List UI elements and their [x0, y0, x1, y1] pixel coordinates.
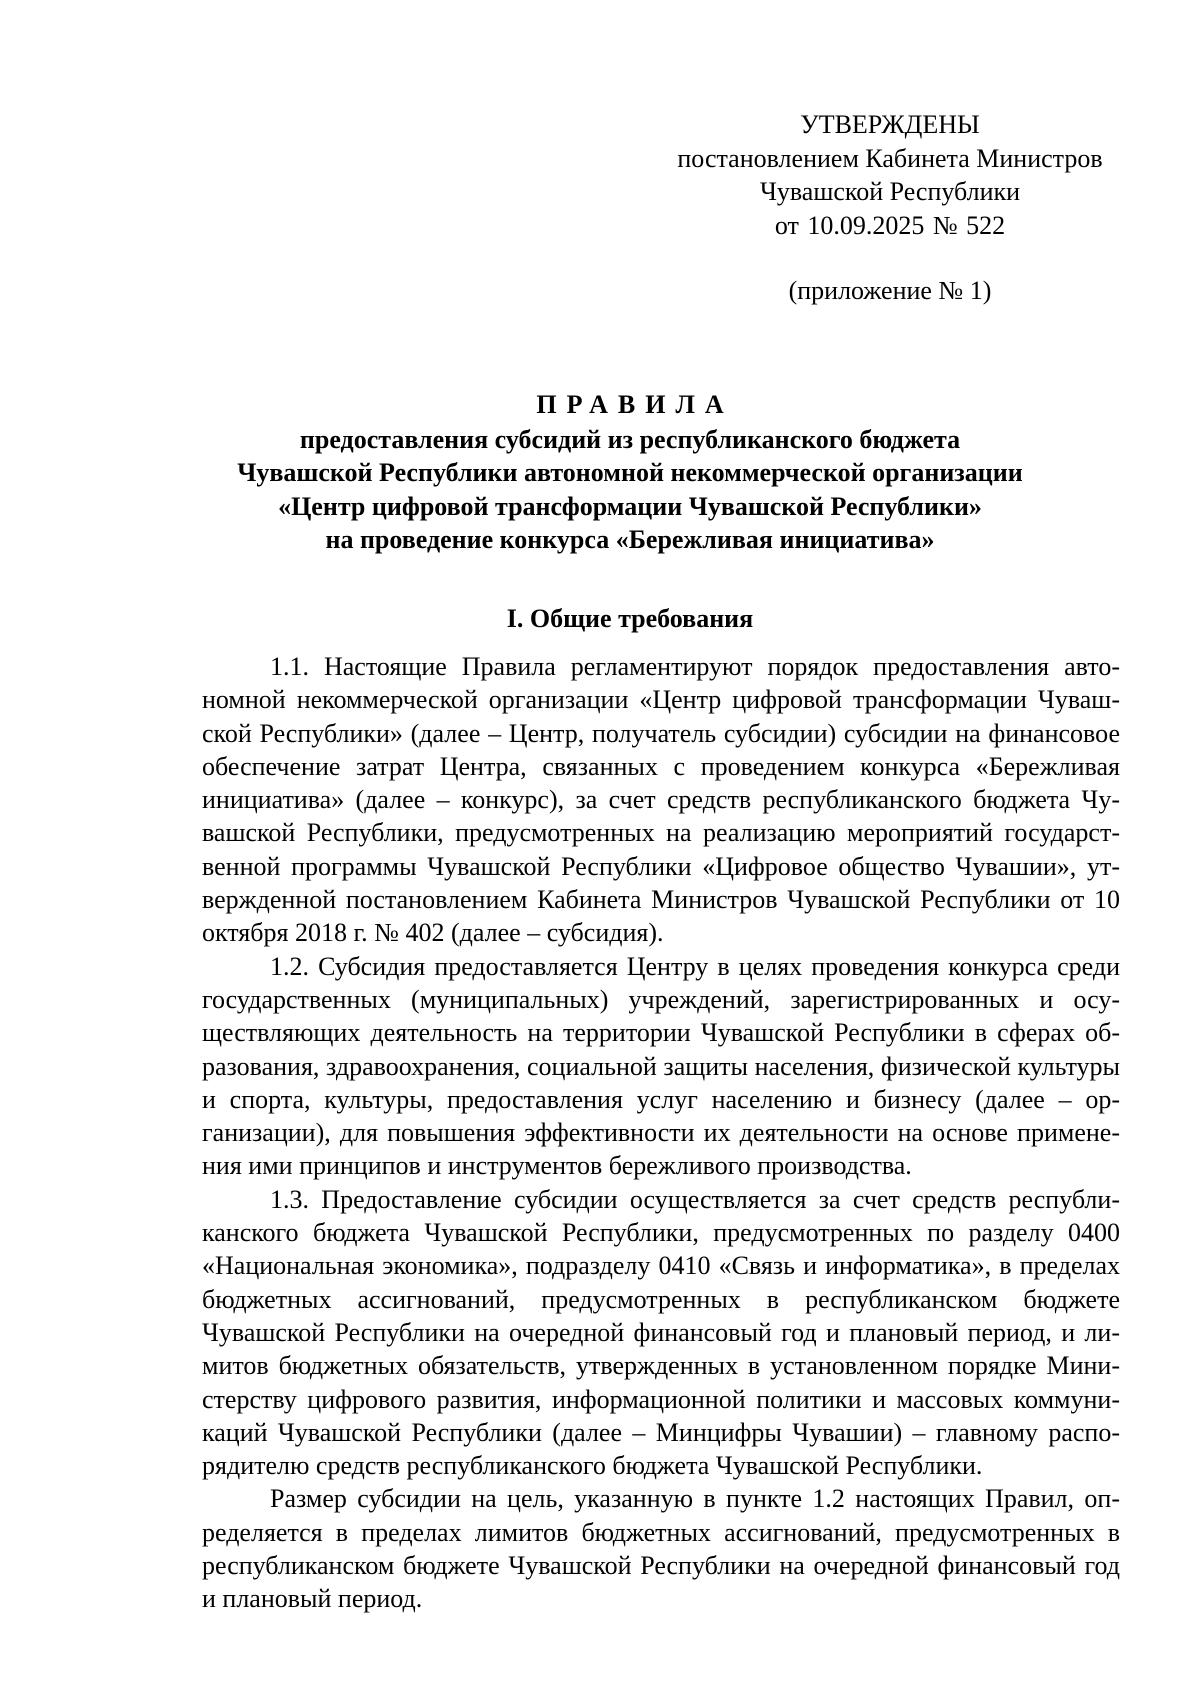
approval-heading: УТВЕРЖДЕНЫ: [800, 110, 980, 139]
title-line-2: Чувашской Республики автономной некоммерческой организации: [237, 458, 1023, 487]
document-title: [200, 388, 1060, 557]
paragraph-1-2: 1.2. Субсидия предоставляется Центру в целях проведения конкурса среди государственных (муниципальных) учреждений, зарегистрированных и осуществляющих деятельность на территории Чувашской Республики в сферах образования, здравоохранения, социальной защиты населения, физической культуры и спорта, культуры, предоставления услуг населению и бизнесу (далее – организации), для повышения эффективности их деятельности на основе применения ими принципов и инструментов бережливого производства.: [202, 951, 1120, 1181]
approval-republic: Чувашской Республики: [759, 177, 1021, 206]
document-body: [202, 650, 1120, 1616]
title-line-3: «Центр цифровой трансформации Чувашской Республики»: [278, 491, 982, 521]
paragraph-1-1: 1.1. Настоящие Правила регламентируют порядок предоставления автономной некоммерческой организации «Центр цифровой трансформации Чувашской Республики» (далее – Центр, получатель субсидии) субсидии на финансовое обеспечение затрат Центра, связанных с проведением конкурса «Бережливая инициатива» (далее – конкурс), за счет средств республиканского бюджета Чувашской Республики, предусмотренных на реализацию мероприятий государственной программы Чувашской Республики «Цифровое общество Чувашии», утвержденной постановлением Кабинета Министров Чувашской Республики от 10 октября 2018 г. № 402 (далее – субсидия).: [202, 652, 1120, 948]
approval-stamp: [660, 108, 1120, 308]
paragraph-1-3: 1.3. Предоставление субсидии осуществляется за счет средств республиканского бюджета Чувашской Республики, предусмотренных по разделу 0400 «Национальная экономика», подразделу 0410 «Связь и информатика», в пределах бюджетных ассигнований, предусмотренных в республиканском бюджете Чувашской Республики на очередной финансовый год и плановый период, и лимитов бюджетных обязательств, утвержденных в установленном порядке Министерству цифрового развития, информационной политики и массовых коммуникаций Чувашской Республики (далее – Минцифры Чувашии) – главному распорядителю средств республиканского бюджета Чувашской Республики.: [202, 1184, 1120, 1481]
paragraph-subsidy-size: Размер субсидии на цель, указанную в пункте 1.2 настоящих Правил, определяется в пределах лимитов бюджетных ассигнований, предусмотренных в республиканском бюджете Чувашской Республики на очередной финансовый год и плановый период.: [202, 1484, 1120, 1614]
title-line-1: предоставления субсидий из республиканского бюджета: [299, 424, 961, 454]
approval-date-number: от 10.09.2025 № 522: [774, 210, 1006, 240]
approval-resolution: постановлением Кабинета Министров: [677, 143, 1103, 173]
title-heading: ПРАВИЛА: [536, 390, 734, 419]
title-line-4: на проведение конкурса «Бережливая инициатива»: [325, 525, 935, 554]
section-title: I. Общие требования: [506, 604, 754, 633]
appendix-label: (приложение № 1): [788, 276, 992, 305]
